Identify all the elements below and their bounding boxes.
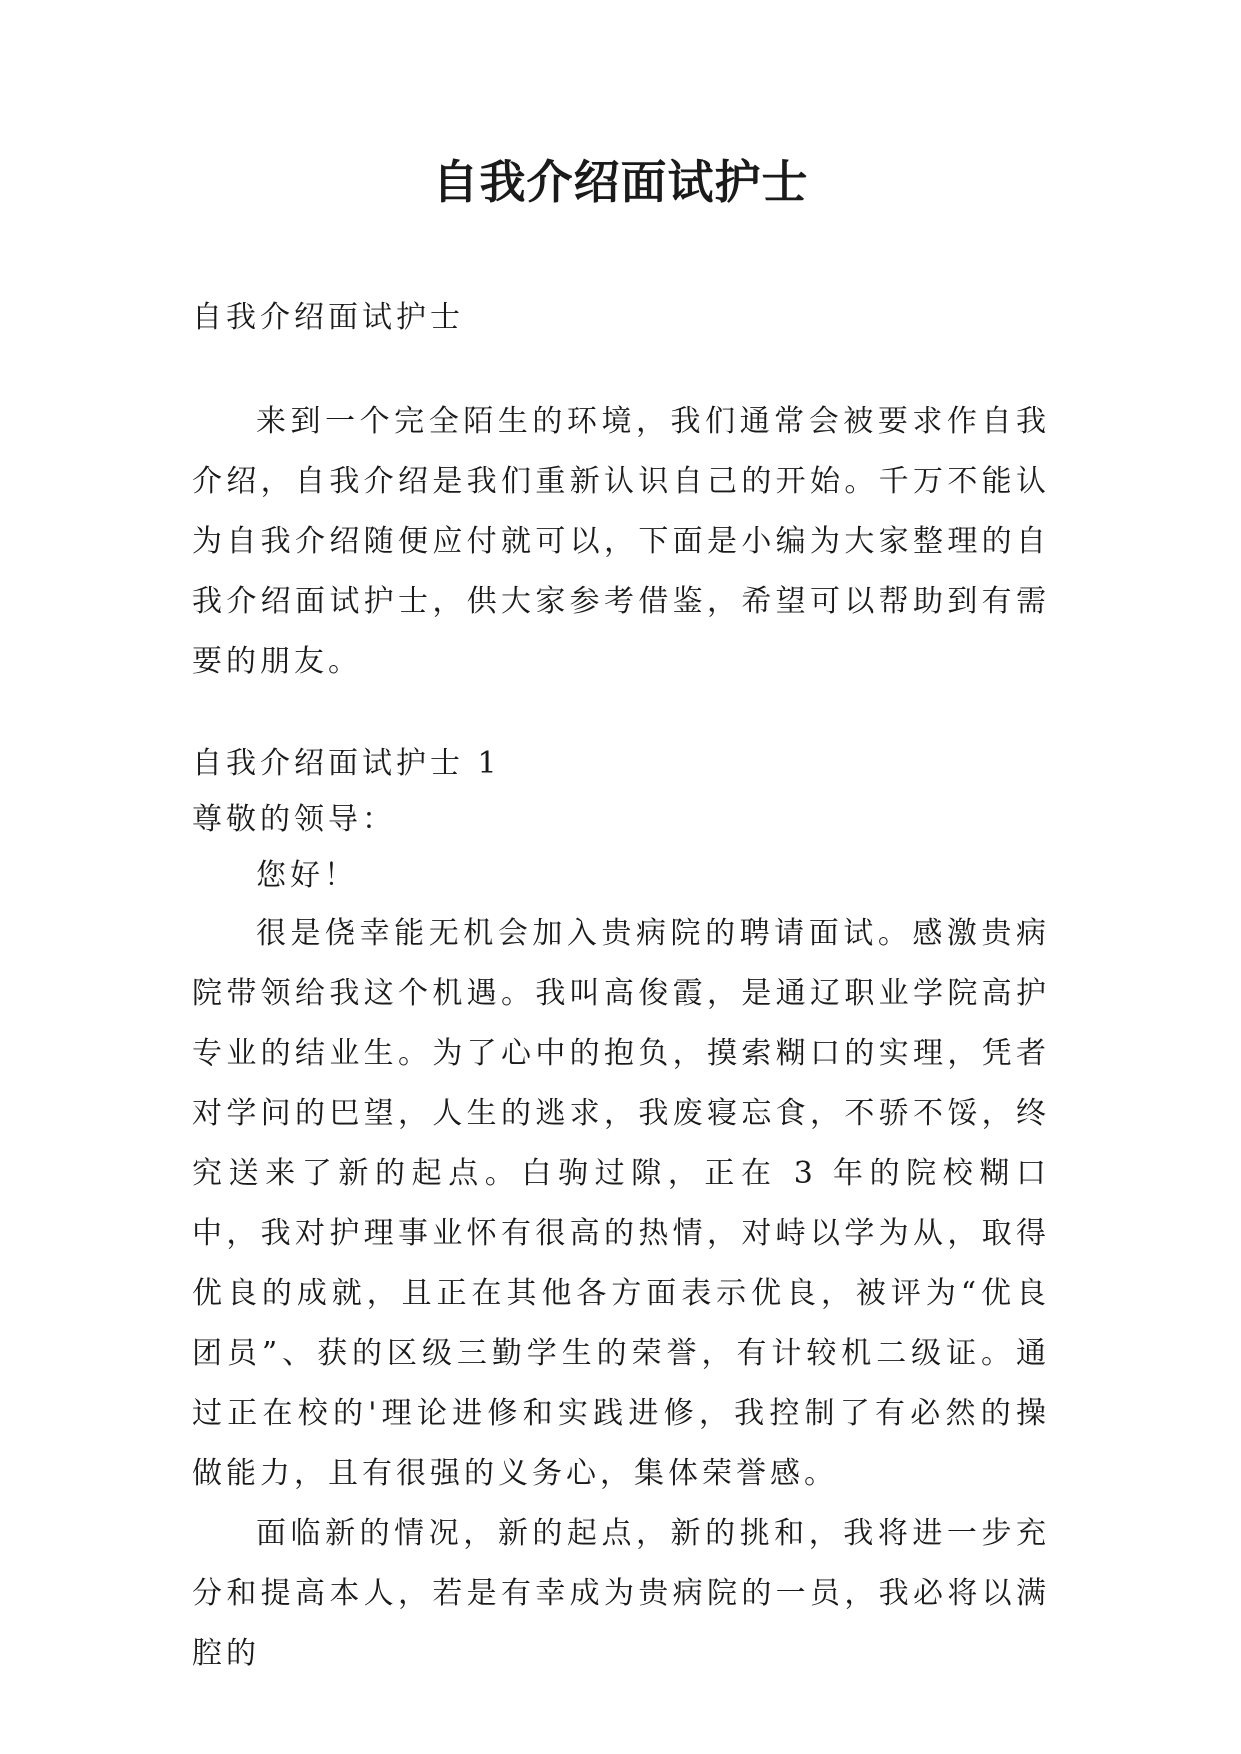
document-title: 自我介绍面试护士 (432, 155, 809, 209)
document-subtitle: 自我介绍面试护士 (192, 300, 464, 335)
section-heading: 自我介绍面试护士 1 (192, 746, 501, 781)
body-paragraph-1: 很是侥幸能无机会加入贵病院的聘请面试。感激贵病院带领给我这个机遇。我叫高俊霞，是通辽职业学院高护专业的结业生。为了心中的抱负，摸索糊口的实理，凭者对学问的巴望，人生的逃求，我废寝忘食，不骄不馁，终究送来了新的起点。白驹过隙，正在 3 年的院校糊口中，我对护理事业怀有很高的热情，对峙以学为从，取得优良的成就，且正在其他各方面表示优良，被评为“优良团员”、获的区级三勤学生的荣誉，有计较机二级证。通过正在校的'理论进修和实践进修，我控制了有必然的操做能力，且有很强的义务心，集体荣誉感。 (192, 916, 1050, 1491)
salutation: 尊敬的领导： (192, 802, 396, 837)
body-paragraph-2: 面临新的情况，新的起点，新的挑和，我将进一步充分和提高本人，若是有幸成为贵病院的一员，我必将以满腔的 (192, 1516, 1050, 1671)
greeting: 您好！ (256, 858, 358, 893)
intro-paragraph: 来到一个完全陌生的环境，我们通常会被要求作自我介绍，自我介绍是我们重新认识自己的开始。千万不能认为自我介绍随便应付就可以，下面是小编为大家整理的自我介绍面试护士，供大家参考借鉴，希望可以帮助到有需要的朋友。 (192, 404, 1050, 679)
document-body (192, 288, 1050, 1684)
